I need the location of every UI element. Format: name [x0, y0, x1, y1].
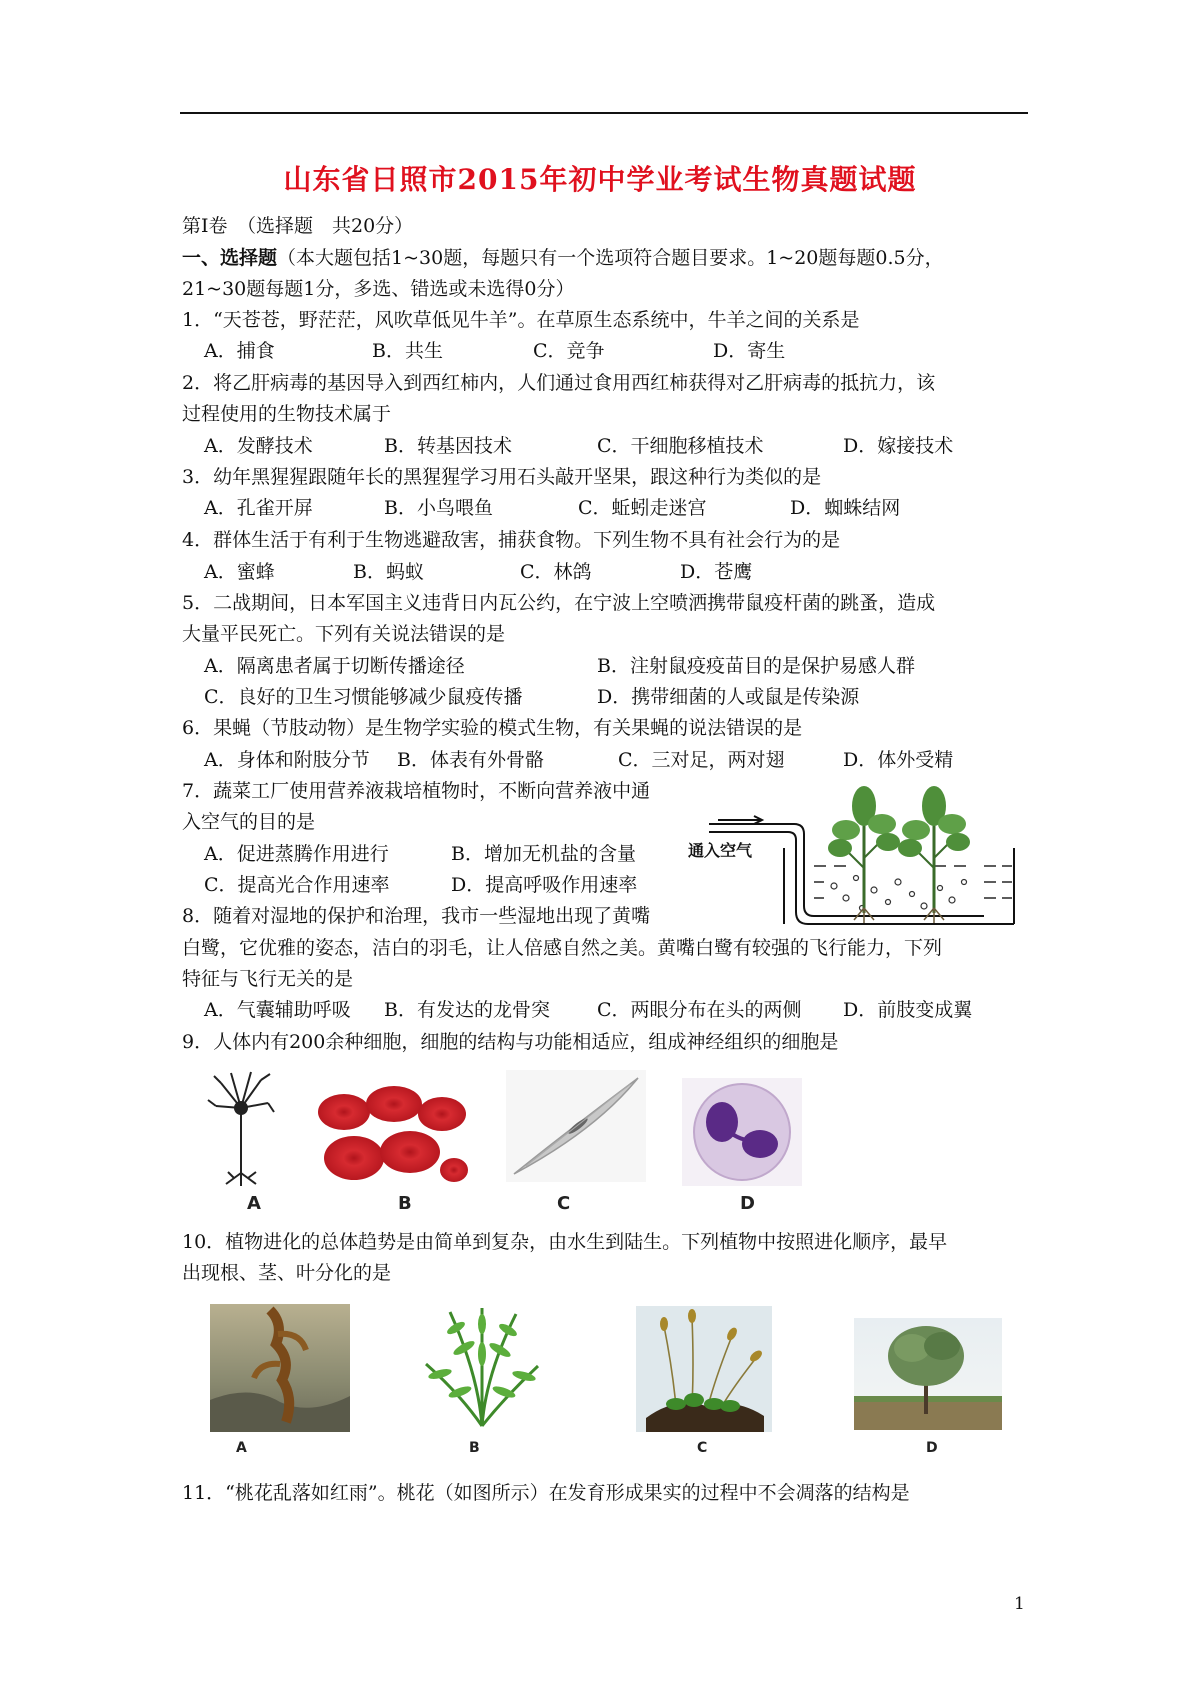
- question-7-option-c: C．提高光合作用速率: [204, 874, 390, 896]
- question-2-option-a: A．发酵技术: [204, 435, 313, 457]
- question-10-stem-1: 10．植物进化的总体趋势是由简单到复杂，由水生到陆生。下列植物中按照进化顺序，最早: [182, 1231, 948, 1253]
- question-1-option-c: C．竞争: [533, 340, 605, 362]
- question-7-option-b: B．增加无机盐的含量: [451, 843, 636, 865]
- instructions-line-1: [182, 246, 944, 270]
- question-2-option-d: D．嫁接技术: [843, 435, 954, 457]
- question-5-option-a: A．隔离患者属于切断传播途径: [204, 655, 465, 677]
- question-6-option-b: B．体表有外骨骼: [397, 749, 544, 771]
- q9-caption-b: B: [398, 1193, 412, 1214]
- question-4-option-a: A．蜜蜂: [204, 561, 275, 583]
- fern-image: [420, 1304, 544, 1432]
- air-inlet-label: 通入空气: [688, 841, 753, 860]
- q9-caption-a: A: [247, 1193, 261, 1214]
- question-8-stem-3: 特征与飞行无关的是: [182, 968, 354, 990]
- q10-caption-c: C: [697, 1440, 708, 1456]
- question-7-option-d: D．提高呼吸作用速率: [451, 874, 638, 896]
- question-1-stem: 1．“天苍苍，野茫茫，风吹草低见牛羊”。在草原生态系统中，牛羊之间的关系是: [182, 309, 860, 331]
- question-2-option-b: B．转基因技术: [384, 435, 512, 457]
- question-8-option-b: B．有发达的龙骨突: [384, 999, 550, 1021]
- section-heading: 第Ⅰ卷 （选择题 共20分）: [182, 215, 414, 237]
- red-blood-cells-image: [314, 1082, 468, 1190]
- question-9-stem: 9．人体内有200余种细胞，细胞的结构与功能相适应，组成神经组织的细胞是: [182, 1031, 839, 1053]
- question-5-stem-2: 大量平民死亡。下列有关说法错误的是: [182, 623, 506, 645]
- question-8-stem-1: 8．随着对湿地的保护和治理，我市一些湿地出现了黄嘴: [182, 905, 651, 927]
- question-11-stem: 11．“桃花乱落如红雨”。桃花（如图所示）在发育形成果实的过程中不会凋落的结构是: [182, 1482, 910, 1504]
- question-3-option-a: A．孔雀开屏: [204, 497, 313, 519]
- algae-image: [210, 1304, 350, 1432]
- q9-caption-d: D: [740, 1193, 755, 1214]
- header-rule: [180, 112, 1028, 114]
- question-3-option-c: C．蚯蚓走迷宫: [578, 497, 707, 519]
- question-8-option-c: C．两眼分布在头的两侧: [597, 999, 802, 1021]
- question-7-stem-1: 7．蔬菜工厂使用营养液栽培植物时，不断向营养液中通: [182, 780, 651, 802]
- moss-image: [636, 1306, 772, 1432]
- question-4-option-c: C．林鸽: [520, 561, 592, 583]
- question-5-option-d: D．携带细菌的人或鼠是传染源: [597, 686, 860, 708]
- question-5-option-b: B．注射鼠疫疫苗目的是保护易感人群: [597, 655, 915, 677]
- question-1-option-d: D．寄生: [713, 340, 786, 362]
- q10-caption-a: A: [236, 1440, 247, 1456]
- question-6-option-c: C．三对足，两对翅: [618, 749, 785, 771]
- question-1-option-b: B．共生: [372, 340, 443, 362]
- question-10-stem-2: 出现根、茎、叶分化的是: [182, 1262, 392, 1284]
- question-5-stem-1: 5．二战期间，日本军国主义违背日内瓦公约，在宁波上空喷洒携带鼠疫杆菌的跳蚤，造成: [182, 592, 936, 614]
- question-2-stem-2: 过程使用的生物技术属于: [182, 403, 392, 425]
- q9-caption-c: C: [557, 1193, 571, 1214]
- instructions-heading: 一、选择题: [182, 247, 278, 269]
- question-8-option-d: D．前肢变成翼: [843, 999, 973, 1021]
- instructions-text: （本大题包括1~30题，每题只有一个选项符合题目要求。1~20题每题0.5分，: [277, 247, 944, 269]
- question-7-option-a: A．促进蒸腾作用进行: [204, 843, 389, 865]
- hydroponics-figure: [684, 778, 1028, 928]
- question-7-stem-2: 入空气的目的是: [182, 811, 316, 833]
- question-6-option-d: D．体外受精: [843, 749, 954, 771]
- question-8-stem-2: 白鹭，它优雅的姿态，洁白的羽毛，让人倍感自然之美。黄嘴白鹭有较强的飞行能力，下列: [182, 937, 943, 959]
- question-3-option-b: B．小鸟喂鱼: [384, 497, 493, 519]
- question-5-option-c: C．良好的卫生习惯能够减少鼠疫传播: [204, 686, 523, 708]
- smooth-muscle-cell-image: [506, 1070, 646, 1182]
- tree-image: [854, 1318, 1002, 1430]
- white-blood-cell-image: [682, 1078, 802, 1186]
- instructions-line-2: 21~30题每题1分，多选、错选或未选得0分）: [182, 278, 575, 300]
- page-title: 山东省日照市2015年初中学业考试生物真题试题: [283, 163, 917, 196]
- question-1-option-a: A．捕食: [204, 340, 275, 362]
- q10-caption-d: D: [926, 1440, 938, 1456]
- question-3-stem: 3．幼年黑猩猩跟随年长的黑猩猩学习用石头敲开坚果，跟这种行为类似的是: [182, 466, 822, 488]
- question-2-stem-1: 2．将乙肝病毒的基因导入到西红柿内，人们通过食用西红柿获得对乙肝病毒的抵抗力，该: [182, 372, 936, 394]
- question-4-option-d: D．苍鹰: [680, 561, 753, 583]
- question-6-option-a: A．身体和附肢分节: [204, 749, 370, 771]
- question-3-option-d: D．蜘蛛结网: [790, 497, 901, 519]
- question-2-option-c: C．干细胞移植技术: [597, 435, 764, 457]
- question-4-option-b: B．蚂蚁: [353, 561, 424, 583]
- page-number: 1: [1014, 1594, 1025, 1614]
- neuron-image: [206, 1068, 276, 1188]
- question-8-option-a: A．气囊辅助呼吸: [204, 999, 351, 1021]
- q10-caption-b: B: [469, 1440, 480, 1456]
- question-6-stem: 6．果蝇（节肢动物）是生物学实验的模式生物，有关果蝇的说法错误的是: [182, 717, 803, 739]
- question-4-stem: 4．群体生活于有利于生物逃避敌害，捕获食物。下列生物不具有社会行为的是: [182, 529, 841, 551]
